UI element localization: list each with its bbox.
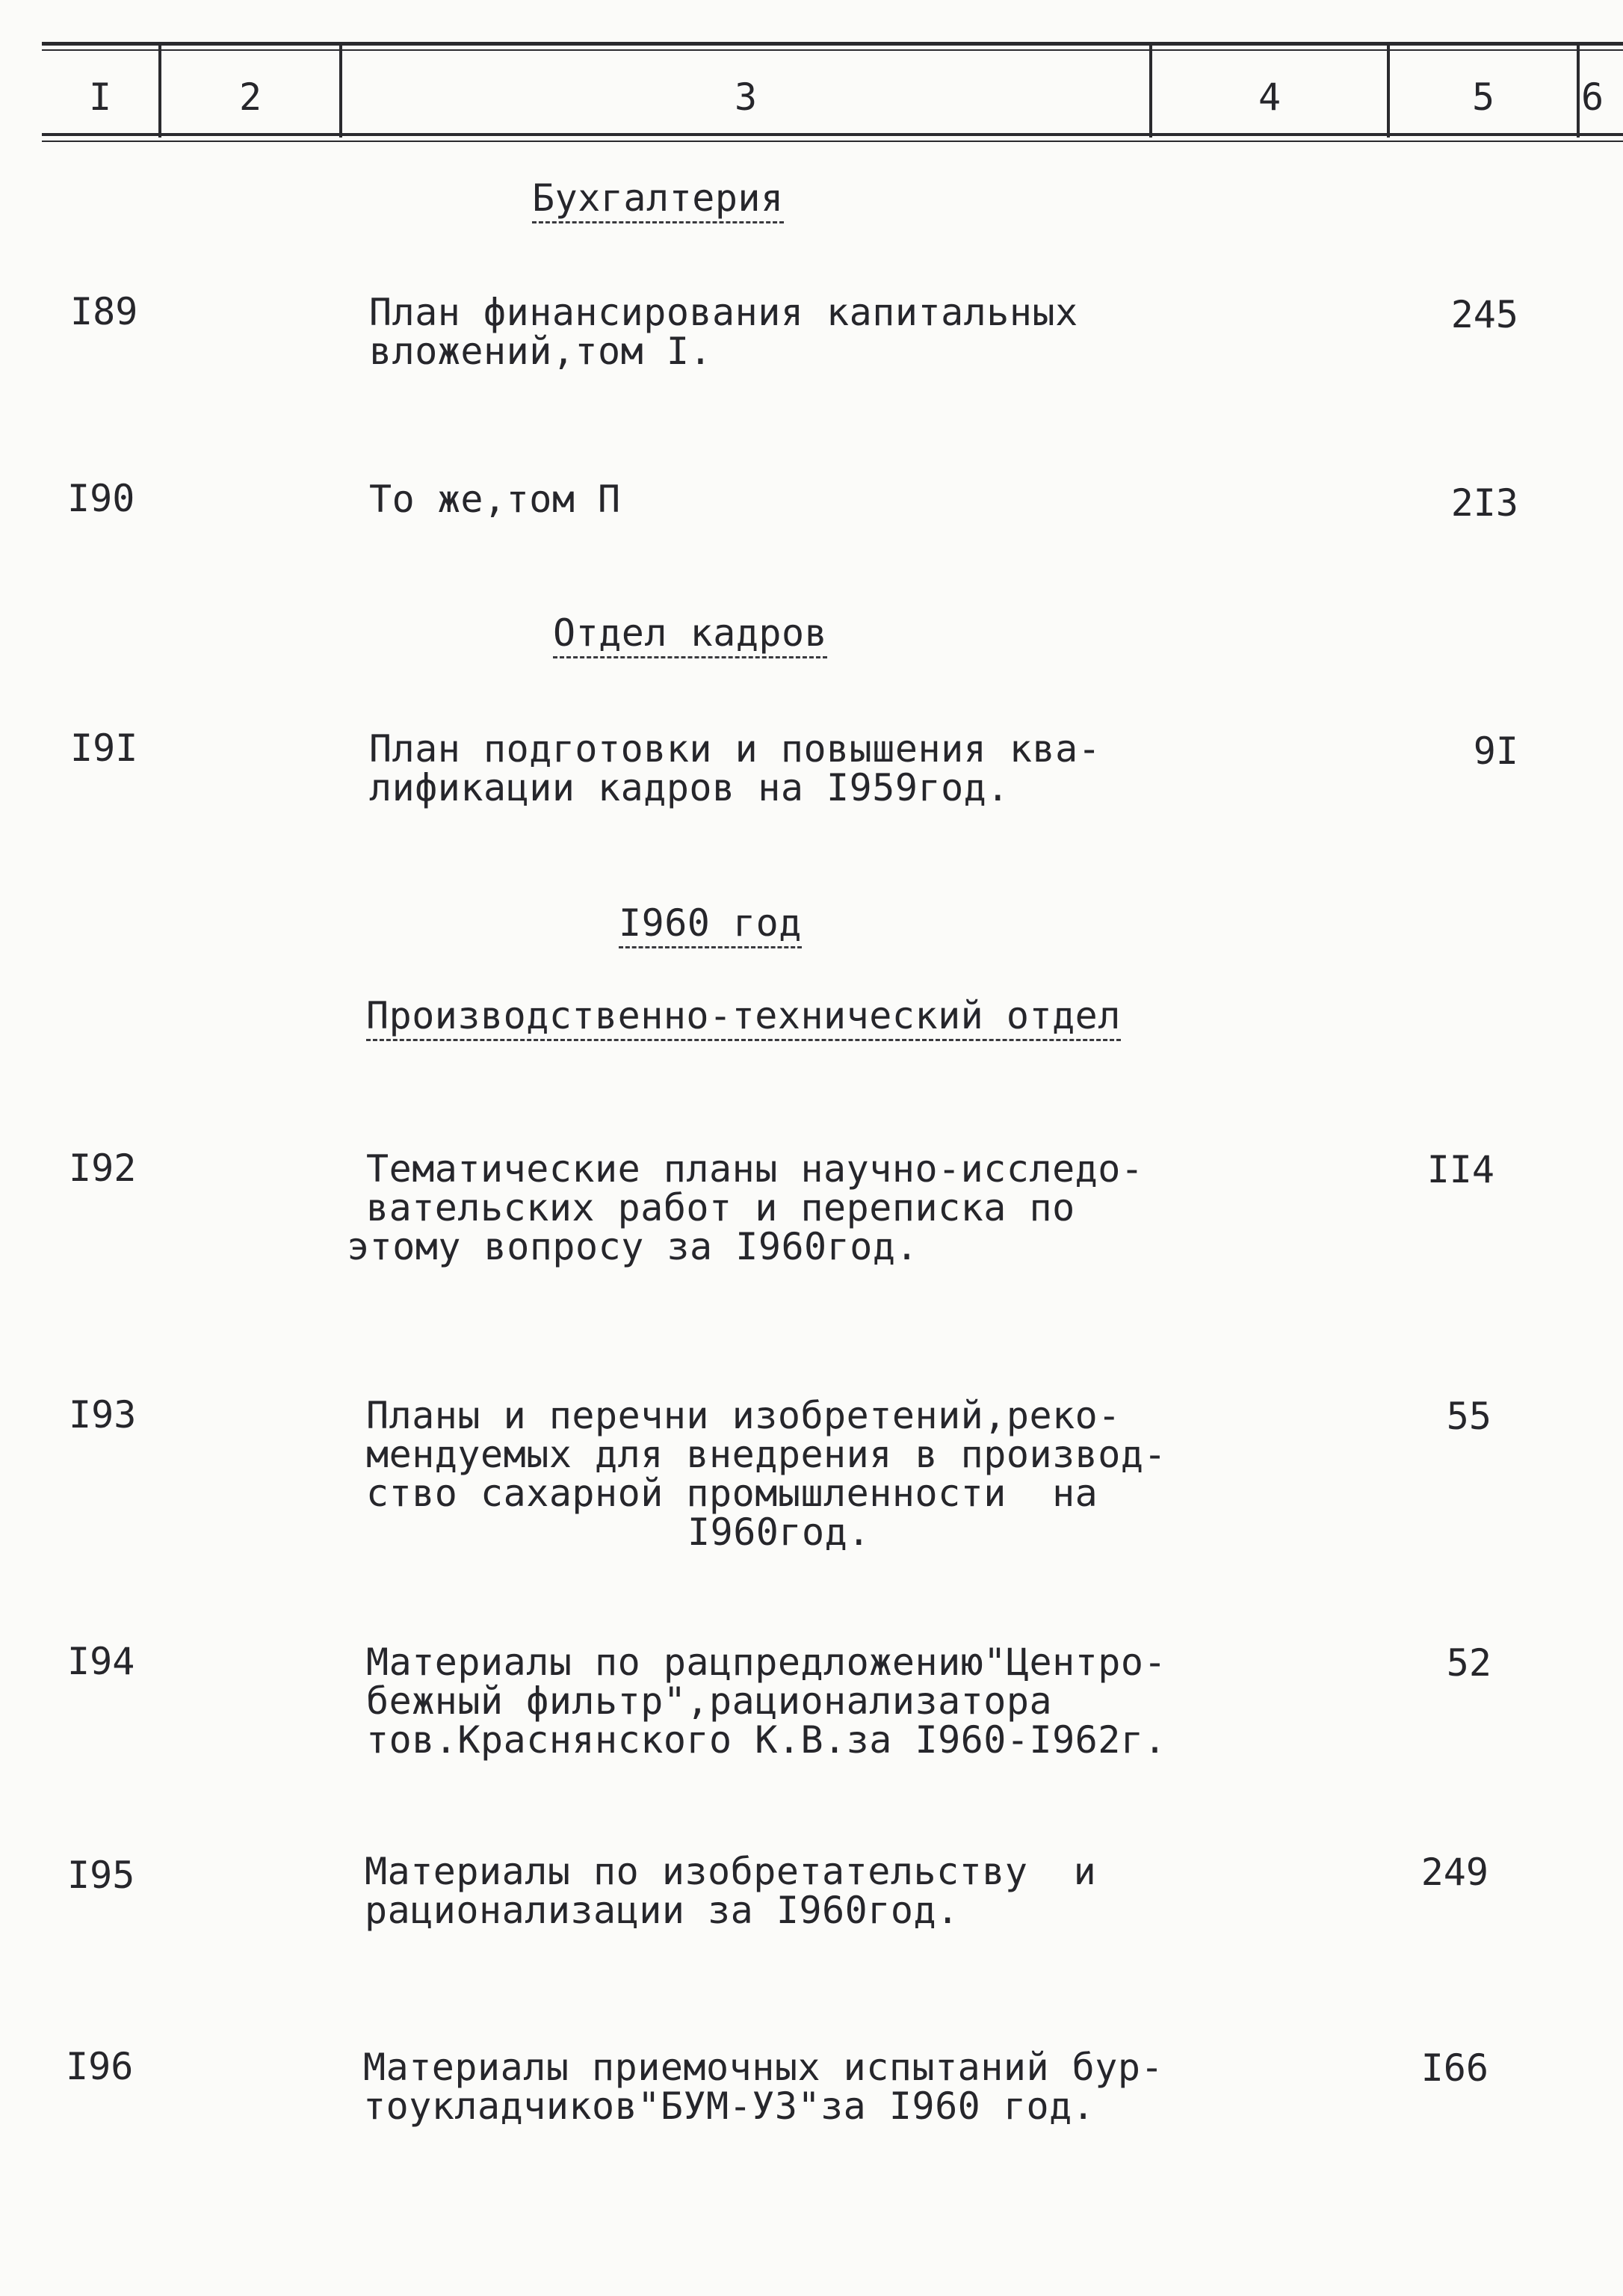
entry-title: Материалы по изобретательству и рационализации за I960год. <box>365 1850 1097 1932</box>
header-top-rule-thin <box>42 49 1623 51</box>
header-col-2: 2 <box>238 75 262 119</box>
section-heading-year: I960 год <box>619 904 802 948</box>
entry-title: Планы и перечни изобретений,реко- мендуемых для внедрения в производ- ство сахарной промышленности на I960год. <box>366 1394 1167 1554</box>
entry-sheet-count: 55 <box>1446 1395 1491 1438</box>
entry-number: I9I <box>70 726 138 770</box>
header-col-divider <box>1577 43 1580 138</box>
entry-sheet-count: II4 <box>1426 1148 1494 1191</box>
entry-sheet-count: 249 <box>1420 1851 1488 1894</box>
entry-number: I95 <box>67 1854 135 1897</box>
entry-number: I94 <box>67 1640 135 1683</box>
entry-title: То же,том П <box>369 478 621 521</box>
header-col-4: 4 <box>1258 75 1282 119</box>
entry-sheet-count: 9I <box>1473 729 1518 773</box>
section-heading-production-technical: Производственно-технический отдел <box>366 997 1121 1041</box>
section-heading-accounting: Бухгалтерия <box>532 179 784 223</box>
header-top-rule <box>42 42 1623 46</box>
entry-number: I89 <box>70 290 138 333</box>
entry-title: Материалы по рацпредложению"Центро- бежный фильтр",рационализатора тов.Краснянского К.В.за I960-I962г. <box>366 1641 1167 1762</box>
header-bottom-rule-thin <box>42 141 1623 142</box>
header-bottom-rule <box>42 133 1623 136</box>
header-col-6: 6 <box>1581 75 1604 119</box>
entry-title: Материалы приемочных испытаний бур- тоукладчиков"БУМ-УЗ"за I960 год. <box>363 2046 1164 2128</box>
entry-number: I93 <box>69 1393 137 1436</box>
entry-number: I92 <box>69 1147 137 1190</box>
header-col-1: I <box>88 75 112 119</box>
entry-number: I90 <box>67 477 135 520</box>
header-col-5: 5 <box>1471 75 1495 119</box>
entry-number: I96 <box>66 2045 134 2088</box>
entry-sheet-count: I66 <box>1420 2046 1488 2090</box>
entry-sheet-count: 52 <box>1446 1641 1491 1685</box>
entry-title: План финансирования капитальных вложений,том I. <box>369 291 1078 373</box>
entry-title: План подготовки и повышения ква- лификации кадров на I959год. <box>369 727 1101 809</box>
entry-sheet-count: 245 <box>1450 293 1518 336</box>
entry-sheet-count: 2I3 <box>1450 481 1518 525</box>
header-col-3: 3 <box>734 75 758 119</box>
entry-title: Тематические планы научно-исследо- вательских работ и переписка по этому вопросу за I960год. <box>347 1147 1144 1268</box>
section-heading-personnel: Отдел кадров <box>553 614 827 658</box>
